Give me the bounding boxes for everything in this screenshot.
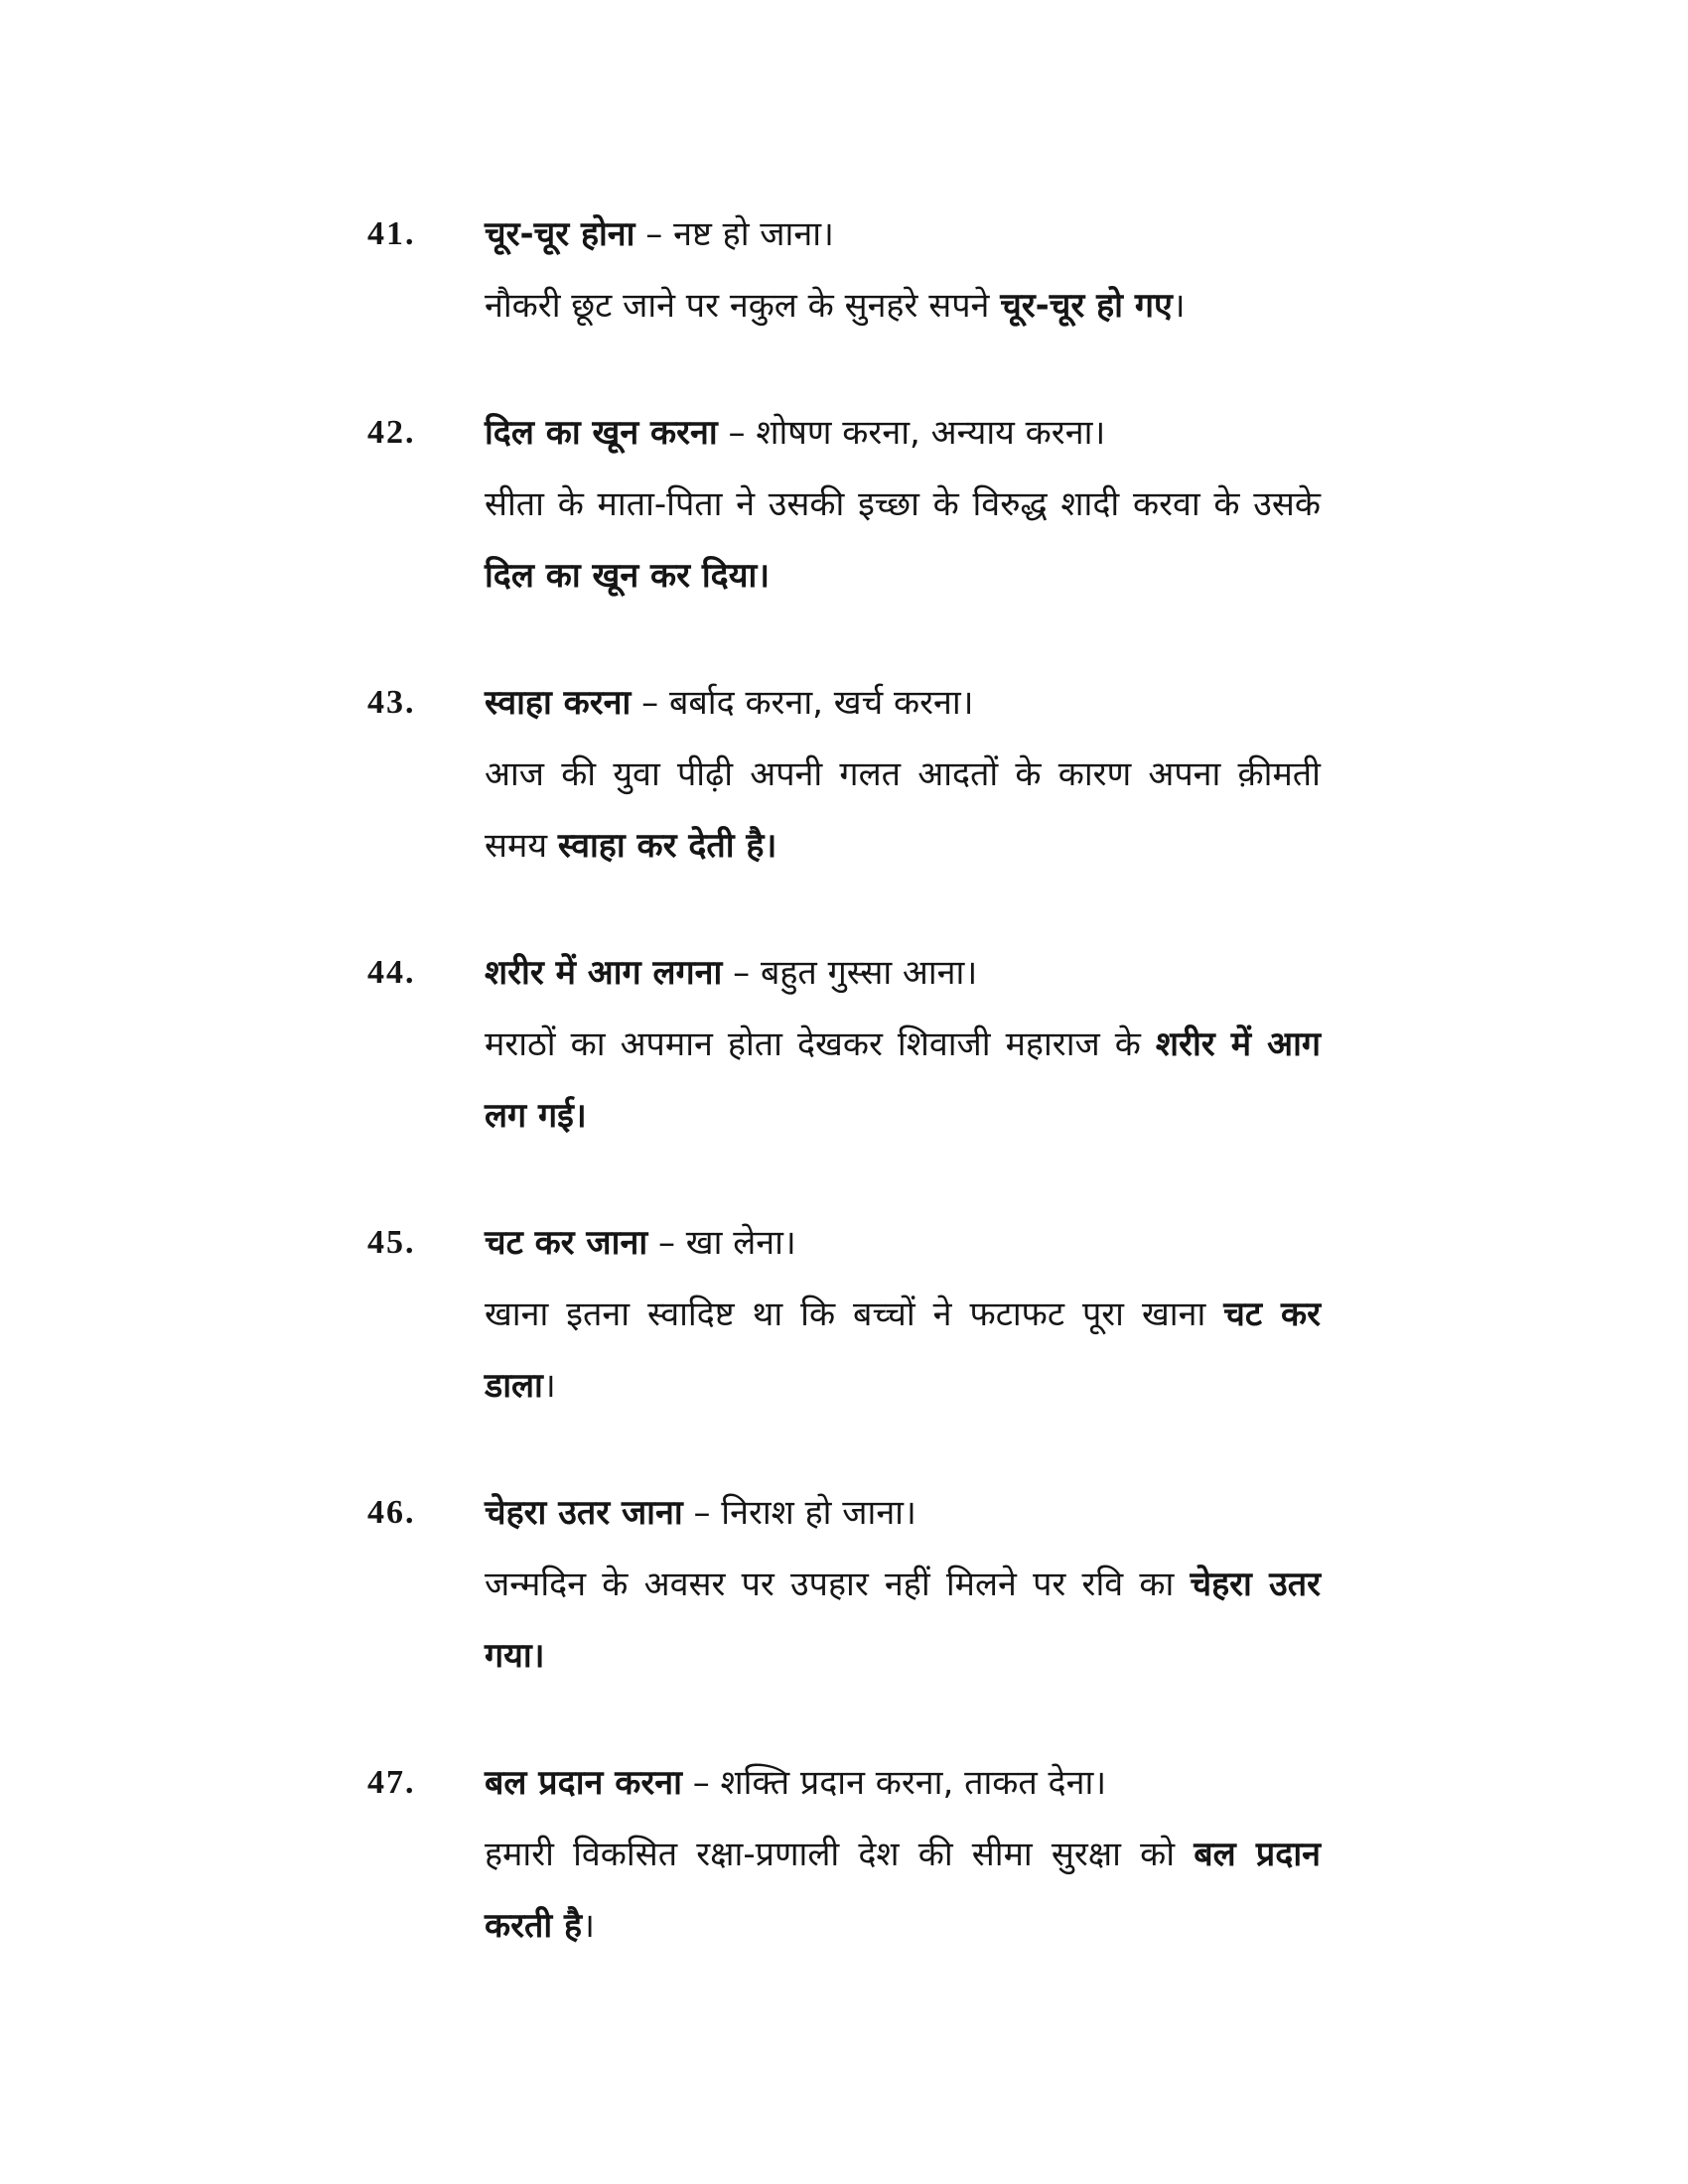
example-text: सीता के माता-पिता ने उसकी इच्छा के विरुद्ध शादी करवा के उसके: [485, 484, 1321, 524]
idiom-meaning: बर्बाद करना, खर्च करना।: [668, 683, 974, 723]
entry-body: [485, 1477, 1321, 1692]
example-text: खाना इतना स्वादिष्ट था कि बच्चों ने फटाफट पूरा खाना: [485, 1295, 1224, 1334]
idiom-meaning: निराश हो जाना।: [721, 1493, 916, 1533]
entry-number: 45.: [367, 1224, 416, 1261]
example-text: हमारी विकसित रक्षा-प्रणाली देश की सीमा सुरक्षा को: [485, 1835, 1195, 1874]
entry-number: 43.: [367, 684, 416, 721]
entry-heading: [485, 667, 1321, 739]
entry-number: 42.: [367, 414, 416, 451]
idiom-text: चूर-चूर होना: [485, 214, 635, 254]
entry-body: [485, 1747, 1321, 1962]
example-sentence: [485, 1279, 1321, 1422]
entry-body: [485, 667, 1321, 882]
dash: –: [692, 1763, 710, 1803]
example-idiom-highlight: दिल का खून कर दिया।: [485, 556, 771, 596]
entry-number: 47.: [367, 1764, 416, 1801]
entry-body: [485, 199, 1321, 341]
idiom-entry-44: [367, 937, 1321, 1152]
example-sentence: [485, 469, 1321, 612]
entry-heading: [485, 397, 1321, 469]
dash: –: [641, 683, 659, 723]
example-end: ।: [542, 1366, 556, 1406]
example-text: नौकरी छूट जाने पर नकुल के सुनहरे सपने: [485, 286, 1001, 326]
example-sentence: [485, 1819, 1321, 1962]
idiom-entry-43: [367, 667, 1321, 882]
example-idiom-highlight: चट कर डाला: [485, 1295, 1321, 1406]
idiom-meaning: बहुत गुस्सा आना।: [760, 953, 978, 993]
entry-body: [485, 397, 1321, 612]
idiom-entry-41: [367, 199, 1321, 341]
dash: –: [693, 1493, 711, 1533]
entry-heading: [485, 1477, 1321, 1549]
idiom-text: बल प्रदान करना: [485, 1763, 682, 1803]
entry-heading: [485, 937, 1321, 1009]
idiom-list: [367, 199, 1321, 2017]
example-idiom-highlight: चेहरा उतर गया।: [485, 1565, 1321, 1676]
idiom-meaning: शोषण करना, अन्याय करना।: [756, 413, 1106, 453]
example-end: ।: [582, 1906, 595, 1946]
example-sentence: [485, 739, 1321, 882]
dash: –: [733, 953, 751, 993]
example-idiom-highlight: चूर-चूर हो गए: [1000, 286, 1173, 326]
example-text: आज की युवा पीढ़ी अपनी गलत आदतों के कारण अपना क़ीमती समय: [485, 754, 1321, 866]
idiom-entry-42: [367, 397, 1321, 612]
example-idiom-highlight: स्वाहा कर देती है।: [557, 826, 777, 866]
idiom-text: चट कर जाना: [485, 1223, 648, 1263]
entry-number: 41.: [367, 215, 416, 252]
example-sentence: [485, 1009, 1321, 1152]
idiom-text: दिल का खून करना: [485, 413, 718, 453]
entry-heading: [485, 199, 1321, 270]
entry-heading: [485, 1207, 1321, 1279]
idiom-meaning: खा लेना।: [685, 1223, 796, 1263]
idiom-meaning: नष्ट हो जाना।: [673, 214, 834, 254]
entry-body: [485, 937, 1321, 1152]
entry-body: [485, 1207, 1321, 1422]
example-end: ।: [1172, 286, 1186, 326]
idiom-entry-45: [367, 1207, 1321, 1422]
dash: –: [657, 1223, 675, 1263]
example-sentence: [485, 270, 1321, 341]
dash: –: [645, 214, 663, 254]
example-idiom-highlight: शरीर में आग लग गई।: [485, 1024, 1322, 1136]
example-text: जन्मदिन के अवसर पर उपहार नहीं मिलने पर रवि का: [485, 1565, 1191, 1604]
dash: –: [728, 413, 746, 453]
example-idiom-highlight: बल प्रदान करती है: [485, 1835, 1321, 1946]
example-sentence: [485, 1549, 1321, 1692]
example-text: मराठों का अपमान होता देखकर शिवाजी महाराज के: [485, 1024, 1156, 1064]
entry-number: 44.: [367, 954, 416, 991]
idiom-entry-47: [367, 1747, 1321, 1962]
idiom-text: शरीर में आग लगना: [485, 953, 723, 993]
entry-heading: [485, 1747, 1321, 1819]
idiom-text: चेहरा उतर जाना: [485, 1493, 683, 1533]
idiom-text: स्वाहा करना: [485, 683, 632, 723]
entry-number: 46.: [367, 1494, 416, 1531]
idiom-entry-46: [367, 1477, 1321, 1692]
idiom-meaning: शक्ति प्रदान करना, ताकत देना।: [720, 1763, 1107, 1803]
